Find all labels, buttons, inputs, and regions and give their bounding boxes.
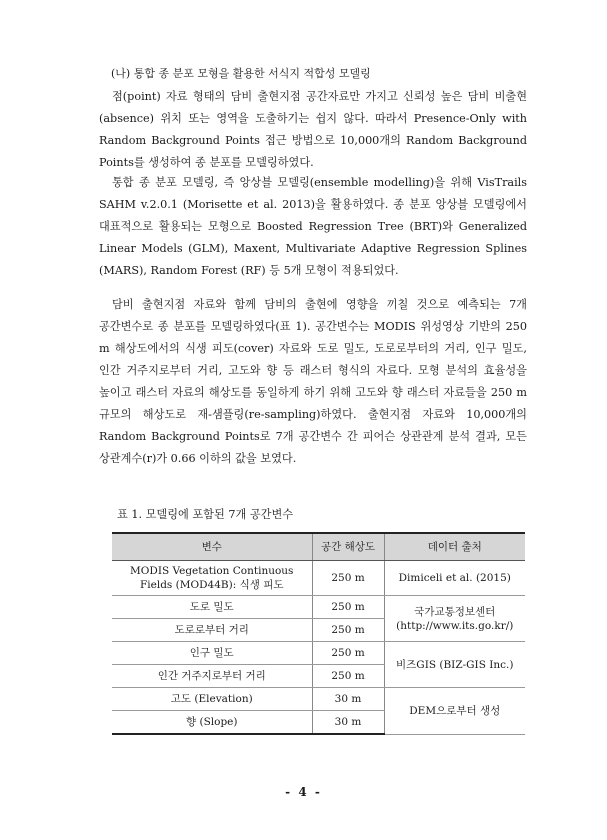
variable-cell: 도로 밀도 [112, 596, 312, 619]
resolution-cell: 250 m [312, 642, 384, 665]
resolution-cell: 250 m [312, 619, 384, 642]
resolution-cell: 250 m [312, 665, 384, 688]
resolution-cell: 30 m [312, 688, 384, 711]
resolution-cell: 250 m [312, 561, 384, 596]
paragraph-3 [99, 294, 527, 470]
header-resolution: 공간 해상도 [312, 533, 384, 561]
paragraph-2 [99, 172, 527, 282]
variable-cell: 향 (Slope) [112, 711, 312, 735]
paragraph-1 [99, 86, 527, 174]
variable-cell: 고도 (Elevation) [112, 688, 312, 711]
page-number: - 4 - [285, 785, 322, 799]
table-row [112, 642, 525, 665]
resolution-cell: 30 m [312, 711, 384, 735]
paragraph-2-text: 통합 종 분포 모델링, 즉 앙상블 모델링(ensemble modelling)을 위해 VisTrails SAHM v.2.0.1 (Morisette et al. 2013)을 활용하였다. 종 분포 앙상블 모델링에서 대표적으로 활용되는 모형으로 Boosted Regression Tree (BRT)와 Generalized Linear Models (GLM), Maxent, Multivariate Adaptive Regression Splines (MARS), Random Forest (RF) 등 5개 모형이 적용되었다. [99, 176, 527, 277]
header-source: 데이터 출처 [384, 533, 525, 561]
variable-cell: 도로로부터 거리 [112, 619, 312, 642]
source-cell: DEM으로부터 생성 [384, 688, 525, 735]
source-cell: 국가교통정보센터 (http://www.its.go.kr/) [384, 596, 525, 642]
resolution-cell: 250 m [312, 596, 384, 619]
variable-cell: MODIS Vegetation Continuous Fields (MOD44B): 식생 피도 [112, 561, 312, 596]
header-variable: 변수 [112, 533, 312, 561]
table-row [112, 561, 525, 596]
table-caption: 표 1. 모델링에 포함된 7개 공간변수 [117, 508, 294, 521]
section-heading: (나) 통합 종 분포 모형을 활용한 서식지 적합성 모델링 [111, 67, 371, 80]
table-header-row [112, 533, 525, 561]
variables-table [112, 532, 525, 735]
source-cell: 비즈GIS (BIZ-GIS Inc.) [384, 642, 525, 688]
table-row [112, 596, 525, 619]
paragraph-1-text: 점(point) 자료 형태의 담비 출현지점 공간자료만 가지고 신뢰성 높은 담비 비출현(absence) 위치 또는 영역을 도출하기는 쉽지 않다. 따라서 Presence-Only with Random Background Points 접근 방법으로 10,000개의 Random Background Points를 생성하여 종 분포를 모델링하였다. [99, 90, 527, 169]
paragraph-3-text: 담비 출현지점 자료와 함께 담비의 출현에 영향을 끼칠 것으로 예측되는 7개 공간변수로 종 분포를 모델링하였다(표 1). 공간변수는 MODIS 위성영상 기반의 250 m 해상도에서의 식생 피도(cover) 자료와 도로 밀도, 도로로부터의 거리, 인구 밀도, 인간 거주지로부터 거리, 고도와 향 등 래스터 형식의 자료다. 모형 분석의 효율성을 높이고 래스터 자료의 해상도를 동일하게 하기 위해 고도와 향 래스터 자료들을 250 m 규모의 해상도로 재-샘플링(re-sampling)하였다. 출현지점 자료와 10,000개의 Random Background Points로 7개 공간변수 간 피어슨 상관관계 분석 결과, 모든 상관계수(r)가 0.66 이하의 값을 보였다. [99, 298, 527, 465]
variable-cell: 인구 밀도 [112, 642, 312, 665]
source-cell: Dimiceli et al. (2015) [384, 561, 525, 596]
variable-cell: 인간 거주지로부터 거리 [112, 665, 312, 688]
table-row [112, 688, 525, 711]
